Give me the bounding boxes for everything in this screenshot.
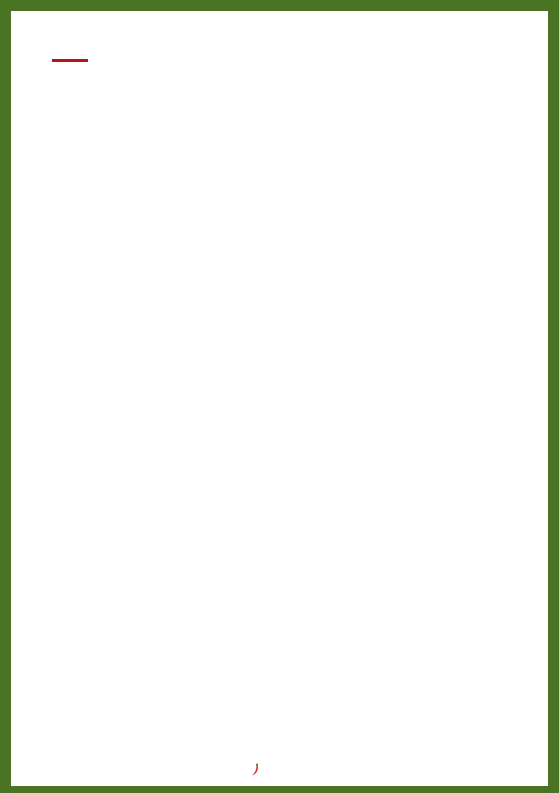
menu-heading [44,49,88,62]
menu-page [11,11,548,786]
spicy-legend [251,763,264,776]
chili-icon [251,763,260,776]
title-underline [52,59,88,62]
